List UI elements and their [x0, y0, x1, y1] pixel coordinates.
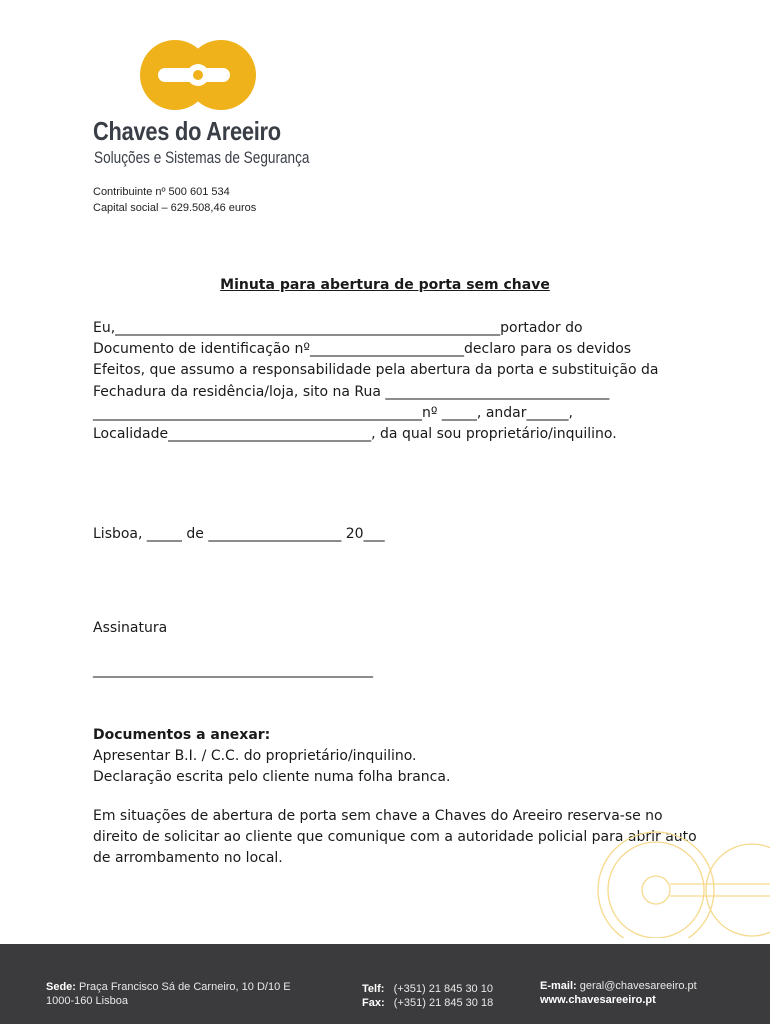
declaration-line: Localidade_____________________________, da qual sou proprietário/inquilino. [93, 426, 617, 443]
annex-section [93, 725, 450, 788]
page-footer [0, 944, 770, 1024]
fax-label: Fax: [362, 997, 385, 1009]
company-capital: Capital social – 629.508,46 euros [93, 202, 257, 214]
company-info [93, 184, 256, 216]
declaration-line: Efeitos, que assumo a responsabilidade pela abertura da porta e substituição da [93, 362, 659, 379]
key-logo-icon [140, 40, 256, 110]
footer-phones [362, 982, 493, 1010]
annex-item: Declaração escrita pelo cliente numa folha branca. [93, 769, 451, 785]
annex-item: Apresentar B.I. / C.C. do proprietário/inquilino. [93, 748, 417, 764]
email-link[interactable]: geral@chavesareeiro.pt [579, 980, 697, 992]
address-line: 1000-160 Lisboa [46, 995, 128, 1007]
fax-number: (+351) 21 845 30 18 [393, 997, 494, 1009]
brand-tagline: Soluções e Sistemas de Segurança [94, 148, 310, 167]
signature-line: ________________________________________ [93, 662, 373, 678]
date-line: Lisboa, _____ de ___________________ 20___ [93, 526, 385, 542]
website-link[interactable]: www.chavesareeiro.pt [540, 994, 656, 1006]
declaration-text [93, 318, 693, 445]
declaration-line: Documento de identificação nº______________________declaro para os devidos [93, 341, 632, 358]
signature-label: Assinatura [93, 620, 168, 636]
declaration-line: _______________________________________________nº _____, andar______, [93, 404, 573, 421]
phone-number: (+351) 21 845 30 10 [393, 983, 493, 995]
footer-address [46, 980, 291, 1008]
sede-label: Sede: [46, 981, 76, 993]
document-title: Minuta para abertura de porta sem chave [220, 277, 550, 293]
footer-contact [540, 979, 697, 1007]
notice-text: Em situações de abertura de porta sem chave a Chaves do Areeiro reserva-se no direito de solicitar ao cliente que comunique com a autoridade policial para abrir auto de arrombamento no local. [93, 808, 697, 866]
declaration-line: Fechadura da residência/loja, sito na Rua ________________________________ [93, 383, 610, 400]
company-nif: Contribuinte nº 500 601 534 [93, 186, 230, 198]
annex-title: Documentos a anexar: [93, 727, 271, 743]
email-label: E-mail: [540, 980, 577, 992]
brand-name: Chaves do Areeiro [93, 116, 281, 146]
key-watermark-icon [596, 818, 770, 938]
address-line: Praça Francisco Sá de Carneiro, 10 D/10 E [79, 981, 291, 993]
tel-label: Telf: [362, 983, 385, 995]
declaration-line: Eu,_______________________________________________________portador do [93, 320, 583, 336]
